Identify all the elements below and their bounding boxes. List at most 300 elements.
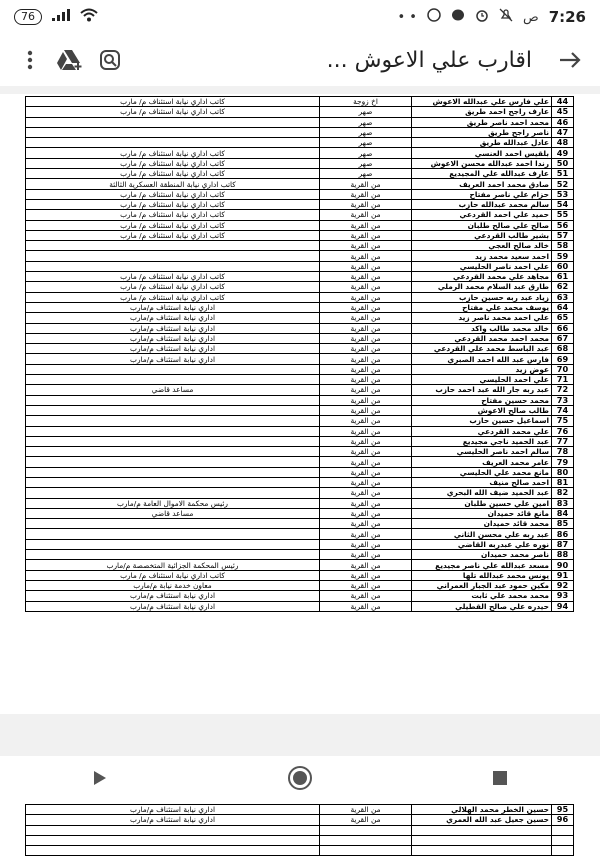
job-cell: اداري نيابة استئناف م/مارب: [26, 333, 320, 343]
table-row: [26, 272, 574, 282]
table-row: [26, 570, 574, 580]
job-cell: كاتب اداري نيابة المنطقة العسكرية الثالثة: [26, 179, 320, 189]
person-name: سالم محمد عبدالله حازب: [412, 199, 552, 209]
relation-cell: من القرية: [320, 447, 412, 457]
row-number: 96: [552, 815, 574, 825]
home-circle-icon[interactable]: [275, 760, 325, 796]
relation-cell: صهر: [320, 148, 412, 158]
row-number: 51: [552, 169, 574, 179]
row-number: 81: [552, 477, 574, 487]
table-row: [26, 199, 574, 209]
table-row: [26, 261, 574, 271]
row-number: 57: [552, 230, 574, 240]
person-name: [412, 825, 552, 835]
row-number: 69: [552, 354, 574, 364]
relation-cell: من القرية: [320, 282, 412, 292]
relation-cell: من القرية: [320, 498, 412, 508]
person-name: عوض زيد: [412, 364, 552, 374]
row-number: 79: [552, 457, 574, 467]
relation-cell: من القرية: [320, 591, 412, 601]
person-name: حيدره علي صالح القطيلي: [412, 601, 552, 611]
row-number: 48: [552, 138, 574, 148]
table-row: [26, 251, 574, 261]
row-number: 53: [552, 189, 574, 199]
row-number: 90: [552, 560, 574, 570]
table-row: [26, 601, 574, 611]
job-cell: كاتب اداري نيابة استئناف م/ مارب: [26, 220, 320, 230]
person-name: بلقيس احمد العنسي: [412, 148, 552, 158]
person-name: [412, 846, 552, 856]
job-cell: [26, 488, 320, 498]
period-label: ص: [522, 9, 539, 25]
person-name: محمد قائد حميدان: [412, 519, 552, 529]
viewer-toolbar: [0, 34, 600, 86]
clock: 7:26: [548, 8, 586, 26]
relation-cell: [320, 846, 412, 856]
relation-cell: من القرية: [320, 426, 412, 436]
relation-cell: اخ زوجة: [320, 97, 412, 107]
job-cell: كاتب اداري نيابة استئناف م/ مارب: [26, 169, 320, 179]
job-cell: اداري نيابة استئناف م/مارب: [26, 815, 320, 825]
person-name: احمد صالح منيف: [412, 477, 552, 487]
row-number: 50: [552, 158, 574, 168]
relation-cell: صهر: [320, 158, 412, 168]
row-number: 74: [552, 405, 574, 415]
row-number: 86: [552, 529, 574, 539]
row-number: 63: [552, 292, 574, 302]
row-number: 52: [552, 179, 574, 189]
person-name: يونس محمد عبدالله تلها: [412, 570, 552, 580]
row-number: 82: [552, 488, 574, 498]
relation-cell: صهر: [320, 138, 412, 148]
person-name: علي احمد الحليسي: [412, 375, 552, 385]
dots-icon: • •: [397, 9, 417, 25]
person-name: عبد الحميد ناجي مجيديع: [412, 436, 552, 446]
row-number: 60: [552, 261, 574, 271]
table-row: [26, 498, 574, 508]
job-cell: اداري نيابة استئناف م/مارب: [26, 354, 320, 364]
relation-cell: من القرية: [320, 292, 412, 302]
relation-cell: من القرية: [320, 323, 412, 333]
table-row: [26, 220, 574, 230]
job-cell: [26, 477, 320, 487]
job-cell: كاتب اداري نيابة استئناف م/ مارب: [26, 97, 320, 107]
table-row: [26, 313, 574, 323]
job-cell: كاتب اداري نيابة استئناف م/ مارب: [26, 282, 320, 292]
table-row: [26, 395, 574, 405]
relation-cell: من القرية: [320, 210, 412, 220]
table-row: [26, 467, 574, 477]
table-row: [26, 519, 574, 529]
table-row: [26, 416, 574, 426]
person-name: مجاهد علي محمد القردعي: [412, 272, 552, 282]
status-bar-right: [398, 8, 587, 26]
row-number: 77: [552, 436, 574, 446]
row-number: [552, 835, 574, 845]
relation-cell: من القرية: [320, 344, 412, 354]
table-row: [26, 508, 574, 518]
person-name: خالد صالح العجي: [412, 241, 552, 251]
person-name: محمد احمد ناصر طريق: [412, 117, 552, 127]
person-name: امين علي حسين طلبان: [412, 498, 552, 508]
job-cell: كاتب اداري نيابة استئناف م/ مارب: [26, 158, 320, 168]
row-number: 58: [552, 241, 574, 251]
document-viewer[interactable]: [0, 86, 600, 825]
relation-cell: صهر: [320, 127, 412, 137]
person-name: علي محمد القردعي: [412, 426, 552, 436]
lens-search-icon[interactable]: [90, 40, 130, 80]
table-row: [26, 169, 574, 179]
job-cell: كاتب اداري نيابة استئناف م/ مارب: [26, 189, 320, 199]
table-row: [26, 344, 574, 354]
person-name: بشير طالب القردعي: [412, 230, 552, 240]
person-name: فارس عبد الله احمد الصبري: [412, 354, 552, 364]
relation-cell: من القرية: [320, 354, 412, 364]
table-row: [26, 580, 574, 590]
row-number: 54: [552, 199, 574, 209]
relation-cell: من القرية: [320, 570, 412, 580]
table-row: [26, 539, 574, 549]
row-number: 80: [552, 467, 574, 477]
person-name: عادل عبدالله طريق: [412, 138, 552, 148]
job-cell: [26, 529, 320, 539]
table-row: [26, 179, 574, 189]
person-name: محمد حسين مفتاح: [412, 395, 552, 405]
row-number: 95: [552, 805, 574, 815]
relation-cell: من القرية: [320, 179, 412, 189]
signal-icon: [52, 9, 70, 25]
relation-cell: من القرية: [320, 477, 412, 487]
relation-cell: صهر: [320, 107, 412, 117]
row-number: 49: [552, 148, 574, 158]
mute-icon: [499, 8, 513, 26]
row-number: 61: [552, 272, 574, 282]
person-name: يوسف محمد علي مفتاح: [412, 302, 552, 312]
relation-cell: من القرية: [320, 261, 412, 271]
job-cell: [26, 436, 320, 446]
job-cell: [26, 251, 320, 261]
relation-cell: من القرية: [320, 580, 412, 590]
job-cell: رئيس المحكمة الجزائية المتخصصة م/مارب: [26, 560, 320, 570]
person-name: محمد احمد محمد القردعي: [412, 333, 552, 343]
row-number: 62: [552, 282, 574, 292]
table-row: [26, 457, 574, 467]
person-name: احمد سعيد محمد زيد: [412, 251, 552, 261]
row-number: 66: [552, 323, 574, 333]
job-cell: [26, 241, 320, 251]
relation-cell: [320, 835, 412, 845]
table-row: [26, 529, 574, 539]
table-row: [26, 825, 574, 835]
relatives-table-continued: [25, 804, 574, 856]
relatives-table: [25, 96, 574, 612]
person-name: عامر محمد العريف: [412, 457, 552, 467]
job-cell: [26, 447, 320, 457]
row-number: [552, 825, 574, 835]
job-cell: كاتب اداري نيابة استئناف م/ مارب: [26, 292, 320, 302]
person-name: نوره علي عبدربه القاضي: [412, 539, 552, 549]
table-row: [26, 560, 574, 570]
row-number: 75: [552, 416, 574, 426]
job-cell: [26, 375, 320, 385]
table-row: [26, 488, 574, 498]
relation-cell: من القرية: [320, 189, 412, 199]
relation-cell: من القرية: [320, 815, 412, 825]
table-row: [26, 591, 574, 601]
status-bar-left: [14, 8, 98, 26]
person-name: مانع قائد حميدان: [412, 508, 552, 518]
person-name: سالم احمد ناصر الحليسي: [412, 447, 552, 457]
job-cell: [26, 519, 320, 529]
person-name: مسعد عبدالله علي ناصر مجيديع: [412, 560, 552, 570]
battery-icon: 76: [14, 9, 42, 25]
job-cell: اداري نيابة استئناف م/مارب: [26, 805, 320, 815]
job-cell: كاتب اداري نيابة استئناف م/ مارب: [26, 230, 320, 240]
job-cell: كاتب اداري نيابة استئناف م/ مارب: [26, 199, 320, 209]
relation-cell: من القرية: [320, 313, 412, 323]
table-row: [26, 426, 574, 436]
person-name: حزام علي ناصر مفتاح: [412, 189, 552, 199]
row-number: 87: [552, 539, 574, 549]
relation-cell: من القرية: [320, 457, 412, 467]
table-row: [26, 292, 574, 302]
relation-cell: من القرية: [320, 550, 412, 560]
table-row: [26, 302, 574, 312]
row-number: 59: [552, 251, 574, 261]
row-number: 78: [552, 447, 574, 457]
whatsapp-icon: [427, 8, 441, 26]
job-cell: [26, 364, 320, 374]
person-name: ناصر راجح طريق: [412, 127, 552, 137]
job-cell: كاتب اداري نيابة استئناف م/ مارب: [26, 107, 320, 117]
job-cell: اداري نيابة استئناف م/مارب: [26, 313, 320, 323]
relation-cell: من القرية: [320, 241, 412, 251]
relation-cell: من القرية: [320, 364, 412, 374]
job-cell: مساعد قاضي: [26, 508, 320, 518]
row-number: 56: [552, 220, 574, 230]
person-name: مانع محمد علي الحليسي: [412, 467, 552, 477]
person-name: علي احمد محمد ناصر زيد: [412, 313, 552, 323]
person-name: طارق عبد السلام محمد الرملي: [412, 282, 552, 292]
person-name: حسين الخطر محمد الهلالي: [412, 805, 552, 815]
job-cell: معاون خدمة نيابة م/مارب: [26, 580, 320, 590]
row-number: 44: [552, 97, 574, 107]
job-cell: كاتب اداري نيابة استئناف م/ مارب: [26, 210, 320, 220]
person-name: رندا احمد عبدالله محسن الاعوش: [412, 158, 552, 168]
table-row: [26, 117, 574, 127]
row-number: [552, 846, 574, 856]
row-number: 85: [552, 519, 574, 529]
relation-cell: من القرية: [320, 230, 412, 240]
row-number: 76: [552, 426, 574, 436]
row-number: 68: [552, 344, 574, 354]
row-number: 47: [552, 127, 574, 137]
job-cell: اداري نيابة استئناف م/مارب: [26, 591, 320, 601]
table-row: [26, 97, 574, 107]
relation-cell: من القرية: [320, 436, 412, 446]
recents-square-icon[interactable]: [475, 760, 525, 796]
row-number: 73: [552, 395, 574, 405]
relation-cell: من القرية: [320, 405, 412, 415]
job-cell: [26, 261, 320, 271]
row-number: 88: [552, 550, 574, 560]
row-number: 94: [552, 601, 574, 611]
table-row: [26, 447, 574, 457]
table-row: [26, 805, 574, 815]
row-number: 70: [552, 364, 574, 374]
job-cell: [26, 457, 320, 467]
table-row: [26, 189, 574, 199]
table-row: [26, 282, 574, 292]
job-cell: مساعد قاضي: [26, 385, 320, 395]
row-number: 64: [552, 302, 574, 312]
row-number: 71: [552, 375, 574, 385]
person-name: صالح علي صالح طلبان: [412, 220, 552, 230]
job-cell: [26, 835, 320, 845]
person-name: عارف عبدالله علي المجيديع: [412, 169, 552, 179]
job-cell: اداري نيابة استئناف م/مارب: [26, 323, 320, 333]
table-row: [26, 815, 574, 825]
table-row: [26, 107, 574, 117]
relation-cell: من القرية: [320, 529, 412, 539]
row-number: 92: [552, 580, 574, 590]
job-cell: [26, 138, 320, 148]
person-name: مكين حمود عبد الجبار العمراني: [412, 580, 552, 590]
job-cell: اداري نيابة استئناف م/مارب: [26, 302, 320, 312]
relation-cell: من القرية: [320, 488, 412, 498]
table-row: [26, 333, 574, 343]
status-bar: [0, 0, 600, 34]
person-name: عبد الباسط محمد علي القردعي: [412, 344, 552, 354]
system-nav-bar: [0, 756, 600, 800]
table-row: [26, 323, 574, 333]
relation-cell: صهر: [320, 117, 412, 127]
job-cell: [26, 117, 320, 127]
relation-cell: صهر: [320, 169, 412, 179]
row-number: 72: [552, 385, 574, 395]
table-row: [26, 210, 574, 220]
row-number: 91: [552, 570, 574, 580]
wifi-icon: [80, 8, 98, 26]
relation-cell: من القرية: [320, 560, 412, 570]
table-row: [26, 354, 574, 364]
back-triangle-icon[interactable]: [75, 760, 125, 796]
row-number: 84: [552, 508, 574, 518]
relation-cell: من القرية: [320, 416, 412, 426]
person-name: صادق محمد احمد العريف: [412, 179, 552, 189]
job-cell: كاتب اداري نيابة استئناف م/ مارب: [26, 570, 320, 580]
relation-cell: من القرية: [320, 539, 412, 549]
table-row: [26, 230, 574, 240]
row-number: 65: [552, 313, 574, 323]
person-name: عبد الحميد ضيف الله البحري: [412, 488, 552, 498]
job-cell: [26, 846, 320, 856]
table-row: [26, 846, 574, 856]
table-row: [26, 158, 574, 168]
job-cell: [26, 825, 320, 835]
person-name: زياد عبد ربه حسين حازب: [412, 292, 552, 302]
table-row: [26, 127, 574, 137]
relation-cell: من القرية: [320, 508, 412, 518]
table-row: [26, 550, 574, 560]
person-name: حسين جعيل عبد الله العمري: [412, 815, 552, 825]
person-name: [412, 835, 552, 845]
relation-cell: من القرية: [320, 601, 412, 611]
messenger-icon: [451, 8, 465, 26]
relation-cell: من القرية: [320, 385, 412, 395]
more-vert-icon[interactable]: [10, 40, 50, 80]
person-name: خالد محمد طالب واكد: [412, 323, 552, 333]
row-number: 67: [552, 333, 574, 343]
person-name: عارف راجح احمد طريق: [412, 107, 552, 117]
relation-cell: من القرية: [320, 199, 412, 209]
relation-cell: من القرية: [320, 220, 412, 230]
job-cell: [26, 127, 320, 137]
back-arrow-icon[interactable]: [550, 40, 590, 80]
table-row: [26, 405, 574, 415]
job-cell: اداري نيابة استئناف م/مارب: [26, 344, 320, 354]
table-row: [26, 385, 574, 395]
relation-cell: [320, 825, 412, 835]
document-title: اقارب علي الاعوش ...: [326, 47, 532, 73]
row-number: 45: [552, 107, 574, 117]
row-number: 55: [552, 210, 574, 220]
row-number: 83: [552, 498, 574, 508]
person-name: ناصر محمد حميدان: [412, 550, 552, 560]
job-cell: [26, 395, 320, 405]
relation-cell: من القرية: [320, 251, 412, 261]
job-cell: [26, 405, 320, 415]
relation-cell: من القرية: [320, 519, 412, 529]
job-cell: اداري نيابة استئناف م/مارب: [26, 601, 320, 611]
relation-cell: من القرية: [320, 467, 412, 477]
table-row: [26, 364, 574, 374]
person-name: محمد محمد علي ثابت: [412, 591, 552, 601]
document-page-1: [0, 94, 600, 714]
job-cell: [26, 426, 320, 436]
person-name: علي فارس علي عبدالله الاعوش: [412, 97, 552, 107]
table-row: [26, 436, 574, 446]
job-cell: كاتب اداري نيابة استئناف م/ مارب: [26, 272, 320, 282]
job-cell: كاتب اداري نيابة استئناف م/ مارب: [26, 148, 320, 158]
table-row: [26, 148, 574, 158]
table-row: [26, 375, 574, 385]
table-row: [26, 835, 574, 845]
relation-cell: من القرية: [320, 333, 412, 343]
row-number: 93: [552, 591, 574, 601]
relation-cell: من القرية: [320, 302, 412, 312]
relation-cell: من القرية: [320, 272, 412, 282]
relation-cell: من القرية: [320, 395, 412, 405]
person-name: عبد ربه جار الله عبد احمد حازب: [412, 385, 552, 395]
job-cell: رئيس محكمة الاموال العامة م/مارب: [26, 498, 320, 508]
person-name: اسماعيل حسين حازب: [412, 416, 552, 426]
alarm-icon: [475, 8, 489, 26]
table-row: [26, 241, 574, 251]
job-cell: [26, 467, 320, 477]
add-to-drive-icon[interactable]: [50, 40, 90, 80]
relation-cell: من القرية: [320, 805, 412, 815]
job-cell: [26, 539, 320, 549]
job-cell: [26, 550, 320, 560]
person-name: عبد ربه علي محسن الثاني: [412, 529, 552, 539]
table-row: [26, 138, 574, 148]
person-name: طالب صالح الاعوش: [412, 405, 552, 415]
person-name: علي احمد ناصر الحليسي: [412, 261, 552, 271]
person-name: حميد علي احمد القردعي: [412, 210, 552, 220]
table-row: [26, 477, 574, 487]
job-cell: [26, 416, 320, 426]
